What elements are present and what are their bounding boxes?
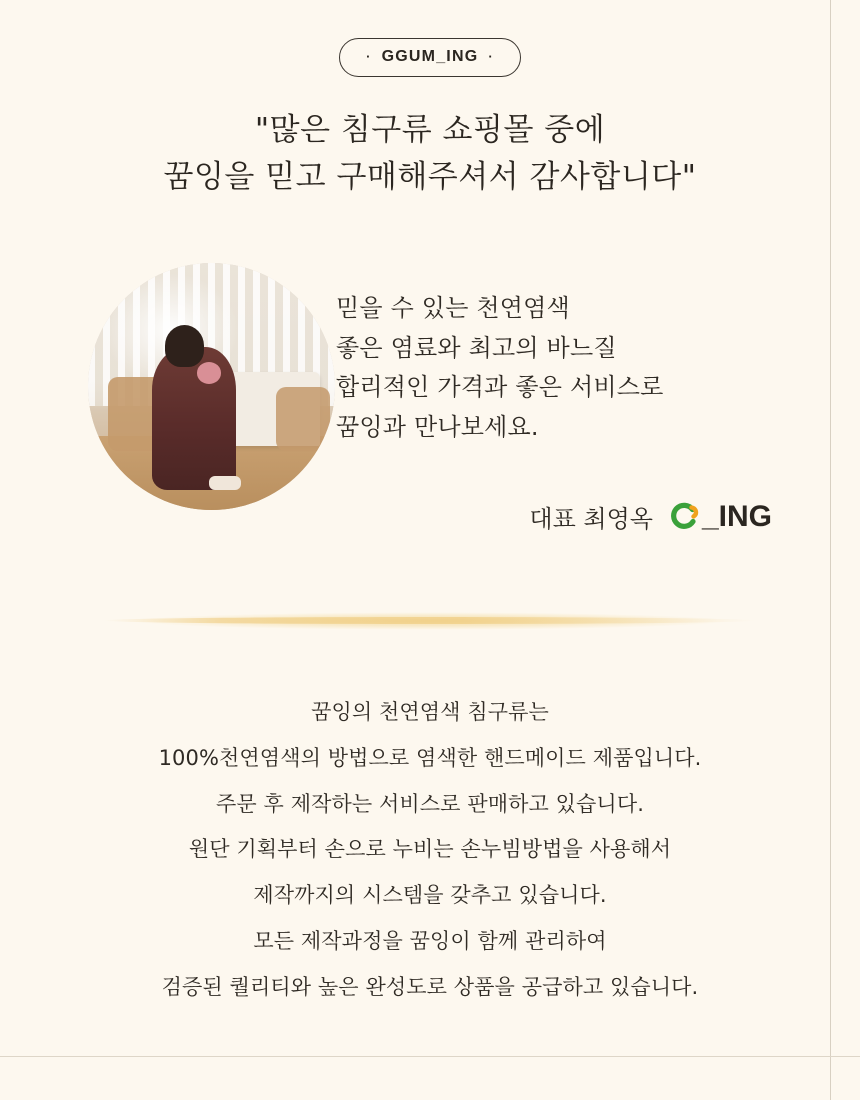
brand-logo — [667, 500, 772, 534]
founder-photo — [88, 263, 335, 510]
body-line-5: 제작까지의 시스템을 갖추고 있습니다. — [253, 883, 607, 908]
photo-person-dress — [152, 347, 236, 490]
photo-chair-right — [276, 387, 330, 451]
brush-divider — [60, 610, 800, 632]
photo-person-shoes — [209, 476, 241, 491]
dot-left-icon: · — [366, 48, 372, 64]
page-title — [0, 107, 860, 201]
intro-line-4: 꿈잉과 만나보세요. — [336, 413, 539, 441]
intro-text-block — [336, 289, 663, 447]
bottom-horizontal-rule — [0, 1056, 860, 1057]
signature-name: 대표 최영옥 — [529, 505, 653, 534]
body-line-3: 주문 후 제작하는 서비스로 판매하고 있습니다. — [216, 791, 644, 816]
brand-pill-label: GGUM_ING — [381, 48, 479, 65]
intro-line-3: 합리적인 가격과 좋은 서비스로 — [336, 373, 664, 402]
headline-line-1: "많은 침구류 쇼핑몰 중에 — [254, 112, 606, 148]
body-line-2: 100%천연염색의 방법으로 염색한 핸드메이드 제품입니다. — [158, 745, 702, 770]
brand-pill-container — [0, 0, 860, 77]
intro-section — [0, 263, 860, 563]
photo-person-hair — [165, 325, 205, 367]
body-line-1: 꿈잉의 천연염색 침구류는 — [311, 700, 549, 724]
body-line-7: 검증된 퀄리티와 높은 완성도로 상품을 공급하고 있습니다. — [161, 974, 699, 999]
intro-line-2: 좋은 염료와 최고의 바느질 — [336, 333, 617, 362]
body-line-4: 원단 기획부터 손으로 누비는 손누빔방법을 사용해서 — [188, 837, 672, 862]
brand-pill — [339, 38, 521, 77]
body-line-6: 모든 제작과정을 꿈잉이 함께 관리하여 — [253, 928, 607, 953]
headline-line-2: 꿈잉을 믿고 구매해주셔서 감사합니다" — [163, 159, 697, 196]
body-copy — [0, 690, 860, 1010]
intro-line-1: 믿을 수 있는 천연염색 — [336, 294, 570, 323]
logo-g-icon — [667, 500, 701, 534]
dot-right-icon: · — [488, 48, 494, 64]
logo-wordmark: _ING — [701, 499, 772, 533]
signature-row — [529, 499, 772, 534]
